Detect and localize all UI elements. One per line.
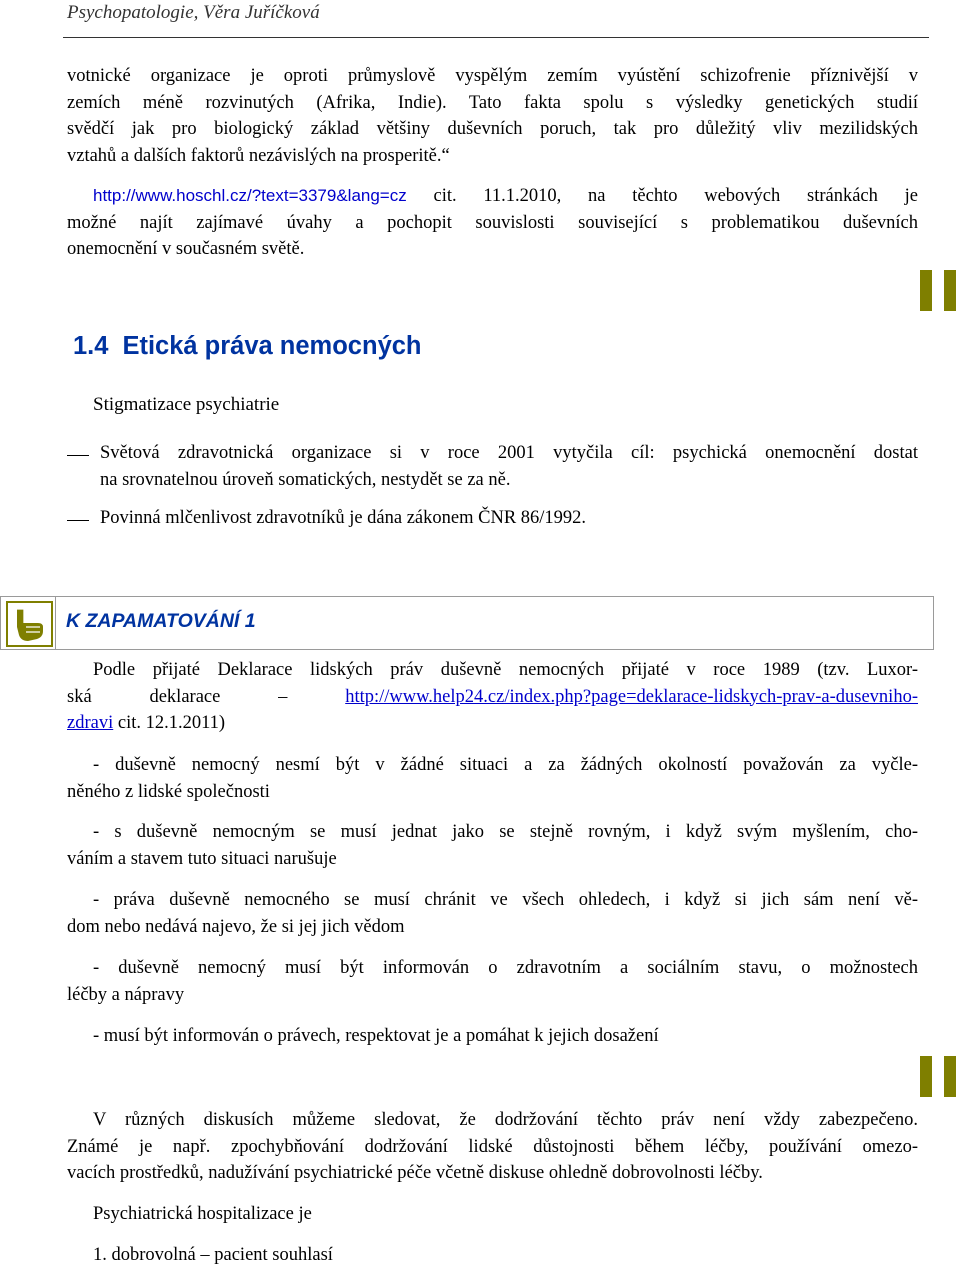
bullet-dash: [67, 520, 89, 521]
right-4-line-2: léčby a nápravy: [67, 984, 185, 1005]
bullet-1-line-2: na srovnatelnou úroveň somatických, nestydět se za ně.: [100, 469, 511, 490]
help24-link-continued[interactable]: zdravi: [67, 713, 114, 733]
right-1-line-1: - duševně nemocný nesmí být v žádné situaci a za žádných okolností považován za vyčle-: [93, 755, 918, 775]
pointing-hand-icon: [6, 601, 53, 647]
section-title: Etická práva nemocných: [122, 332, 422, 360]
callout-title: K ZAPAMATOVÁNÍ 1: [66, 610, 256, 632]
discussion-line-3: vacích prostředků, nadužívání psychiatrické péče včetně diskuse ohledně dobrovolnosti léčby.: [67, 1163, 763, 1183]
bullet-dash: [67, 455, 89, 456]
right-3-line-1: - práva duševně nemocného se musí chránit ve všech ohledech, i když si jich sám není vě-: [93, 890, 918, 910]
margin-mark-bar: [920, 1056, 932, 1097]
discussion-line-1: V různých diskusích můžeme sledovat, že dodržování těchto práv není vždy zabezpečeno.: [93, 1110, 918, 1130]
right-2-line-1: - s duševně nemocným se musí jednat jako se stejně rovným, i když svým myšlením, cho-: [93, 822, 918, 842]
intro-line-4: vztahů a dalších faktorů nezávislých na prosperitě.“: [67, 145, 450, 166]
section-number: 1.4: [73, 332, 109, 360]
intro-paragraph: [67, 63, 918, 169]
subheading: Stigmatizace psychiatrie: [93, 394, 280, 415]
discussion-paragraph: [67, 1107, 918, 1187]
hoschl-link[interactable]: http://www.hoschl.cz/?text=3379&lang=cz: [93, 186, 407, 205]
bullet-1-line-1: Světová zdravotnická organizace si v roce 2001 vytyčila cíl: psychická onemocnění dostat: [100, 443, 918, 463]
declaration-line-1: Podle přijaté Deklarace lidských práv duševně nemocných přijaté v roce 1989 (tzv. Luxor-: [93, 660, 918, 680]
declaration-line-2: [67, 684, 918, 711]
bullet-2-line-1: Povinná mlčenlivost zdravotníků je dána zákonem ČNR 86/1992.: [100, 508, 587, 528]
rights-item: [67, 1023, 918, 1050]
rights-item: [67, 955, 918, 1008]
web-line-3: onemocnění v současném světě.: [67, 239, 305, 259]
rights-item: [67, 752, 918, 805]
right-4-line-1: - duševně nemocný musí být informován o zdravotním a sociálním stavu, o možnostech: [93, 958, 918, 978]
bullet-item: [100, 440, 918, 493]
rights-item: [67, 887, 918, 940]
hospitalization-item-1: 1. dobrovolná – pacient souhlasí: [93, 1245, 333, 1265]
right-5-line-1: - musí být informován o právech, respektovat je a pomáhat k jejich dosažení: [93, 1026, 659, 1046]
margin-mark-bar: [920, 270, 932, 311]
right-2-line-2: váním a stavem tuto situaci narušuje: [67, 848, 337, 869]
header-rule: [63, 37, 929, 38]
margin-mark-bar: [944, 1056, 956, 1097]
declaration-line-3: [67, 710, 918, 737]
help24-link[interactable]: http://www.help24.cz/index.php?page=deklarace-lidskych-prav-a-dusevniho-: [345, 686, 918, 707]
declaration-paragraph: [67, 657, 918, 737]
web-line-2: možné najít zajímavé úvahy a pochopit souvislosti související s problematikou duševních: [67, 212, 918, 233]
intro-line-2: zemích méně rozvinutých (Afrika, Indie). Tato fakta spolu s výsledky genetických studií: [67, 92, 918, 113]
hospitalization-intro: Psychiatrická hospitalizace je: [93, 1204, 312, 1224]
intro-line-1: votnické organizace je oproti průmyslově vyspělým zemím vyústění schizofrenie příznivější v: [67, 66, 918, 86]
intro-line-3: svědčí jak pro biologický základ většiny duševních poruch, tak pro důležitý vliv mezilidských: [67, 119, 918, 139]
callout-divider: [55, 596, 56, 650]
margin-mark-bar: [944, 270, 956, 311]
bullet-item: [100, 505, 918, 532]
web-paragraph: [67, 183, 918, 263]
rights-item: [67, 819, 918, 872]
web-line-1: [67, 183, 918, 210]
declaration-prefix: ská deklarace –: [67, 686, 346, 707]
discussion-line-2: Známé je např. zpochybňování dodržování lidské důstojnosti během léčby, používání omezo-: [67, 1136, 918, 1157]
declaration-citation: cit. 12.1.2011): [113, 713, 226, 733]
web-line-1-rest: cit. 11.1.2010, na těchto webových stránkách je: [406, 186, 918, 206]
running-header: Psychopatologie, Věra Juříčková: [67, 2, 320, 23]
right-1-line-2: něného z lidské společnosti: [67, 781, 270, 802]
section-heading: [73, 332, 422, 361]
right-3-line-2: dom nebo nedává najevo, že si jej jich vědom: [67, 916, 405, 937]
